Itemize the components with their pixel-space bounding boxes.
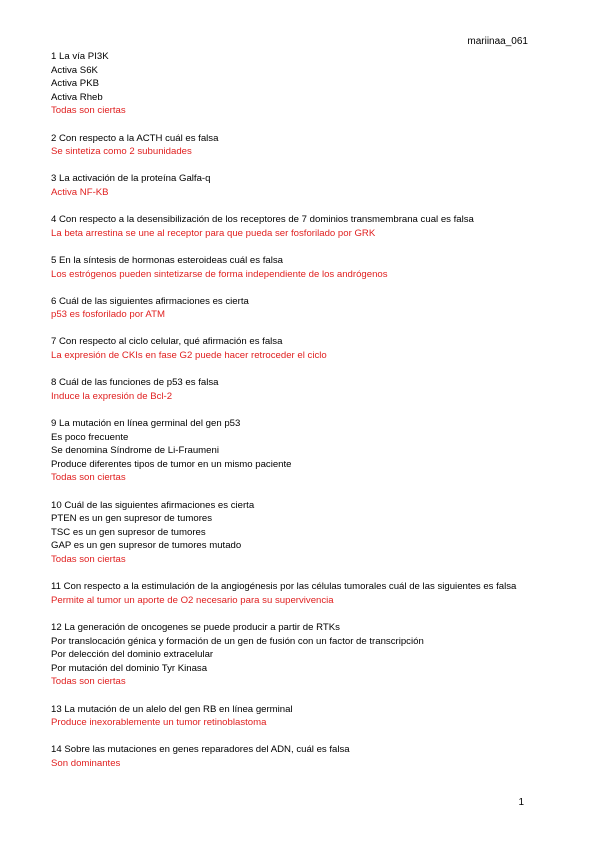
question-answer: Induce la expresión de Bcl-2 bbox=[51, 390, 173, 402]
question-option: Se denomina Síndrome de Li-Fraumeni bbox=[51, 445, 219, 457]
question-item bbox=[51, 172, 539, 199]
question-title: 9 La mutación en línea germinal del gen p53 bbox=[51, 418, 241, 430]
question-answer: Todas son ciertas bbox=[51, 472, 126, 484]
question-title: 3 La activación de la proteína Galfa-q bbox=[51, 173, 211, 185]
question-title: 13 La mutación de un alelo del gen RB en línea germinal bbox=[51, 703, 293, 715]
question-item bbox=[51, 376, 539, 403]
question-item bbox=[51, 50, 539, 118]
question-title: 10 Cuál de las siguientes afirmaciones es cierta bbox=[51, 499, 255, 511]
question-option: Activa PKB bbox=[51, 78, 99, 90]
question-title: 5 En la síntesis de hormonas esteroideas cuál es falsa bbox=[51, 254, 283, 266]
question-answer: Se sintetiza como 2 subunidades bbox=[51, 146, 192, 158]
question-title: 11 Con respecto a la estimulación de la angiogénesis por las células tumorales cuál de las siguientes es falsa bbox=[51, 581, 517, 593]
question-list bbox=[51, 50, 539, 784]
question-title: 4 Con respecto a la desensibilización de los receptores de 7 dominios transmembrana cual es falsa bbox=[51, 214, 474, 226]
question-title: 12 La generación de oncogenes se puede producir a partir de RTKs bbox=[51, 621, 340, 633]
question-title: 8 Cuál de las funciones de p53 es falsa bbox=[51, 377, 219, 389]
question-item bbox=[51, 254, 539, 281]
question-item bbox=[51, 743, 539, 770]
question-answer: Son dominantes bbox=[51, 757, 121, 769]
question-answer: Produce inexorablemente un tumor retinoblastoma bbox=[51, 717, 267, 729]
question-answer: Activa NF-KB bbox=[51, 186, 109, 198]
question-answer: Los estrógenos pueden sintetizarse de forma independiente de los andrógenos bbox=[51, 268, 388, 280]
question-answer: La expresión de CKIs en fase G2 puede hacer retroceder el ciclo bbox=[51, 350, 327, 362]
question-option: Por delección del dominio extracelular bbox=[51, 649, 214, 661]
question-item bbox=[51, 621, 539, 689]
question-option: Activa Rheb bbox=[51, 91, 103, 103]
author-label: mariinaa_061 bbox=[467, 36, 528, 47]
question-title: 14 Sobre las mutaciones en genes reparadores del ADN, cuál es falsa bbox=[51, 744, 350, 756]
page-number: 1 bbox=[518, 797, 524, 808]
question-option: Activa S6K bbox=[51, 64, 98, 76]
question-answer: Todas son ciertas bbox=[51, 676, 126, 688]
question-item bbox=[51, 335, 539, 362]
question-option: GAP es un gen supresor de tumores mutado bbox=[51, 540, 242, 552]
question-item bbox=[51, 213, 539, 240]
question-item bbox=[51, 417, 539, 485]
question-title: 7 Con respecto al ciclo celular, qué afirmación es falsa bbox=[51, 336, 283, 348]
question-answer: La beta arrestina se une al receptor para que pueda ser fosforilado por GRK bbox=[51, 227, 376, 239]
question-item bbox=[51, 499, 539, 567]
question-answer: Todas son ciertas bbox=[51, 105, 126, 117]
question-item bbox=[51, 132, 539, 159]
question-item bbox=[51, 580, 539, 607]
question-option: Por translocación génica y formación de un gen de fusión con un factor de transcripción bbox=[51, 635, 424, 647]
question-option: Es poco frecuente bbox=[51, 431, 129, 443]
question-option: Por mutación del dominio Tyr Kinasa bbox=[51, 662, 208, 674]
question-item bbox=[51, 703, 539, 730]
question-option: Produce diferentes tipos de tumor en un mismo paciente bbox=[51, 458, 292, 470]
question-title: 1 La vía PI3K bbox=[51, 51, 109, 62]
question-title: 6 Cuál de las siguientes afirmaciones es cierta bbox=[51, 295, 249, 307]
question-title: 2 Con respecto a la ACTH cuál es falsa bbox=[51, 132, 219, 144]
question-answer: Todas son ciertas bbox=[51, 553, 126, 565]
question-option: TSC es un gen supresor de tumores bbox=[51, 526, 206, 538]
question-answer: Permite al tumor un aporte de O2 necesario para su supervivencia bbox=[51, 594, 334, 606]
question-item bbox=[51, 295, 539, 322]
question-option: PTEN es un gen supresor de tumores bbox=[51, 513, 213, 525]
question-answer: p53 es fosforilado por ATM bbox=[51, 309, 165, 321]
